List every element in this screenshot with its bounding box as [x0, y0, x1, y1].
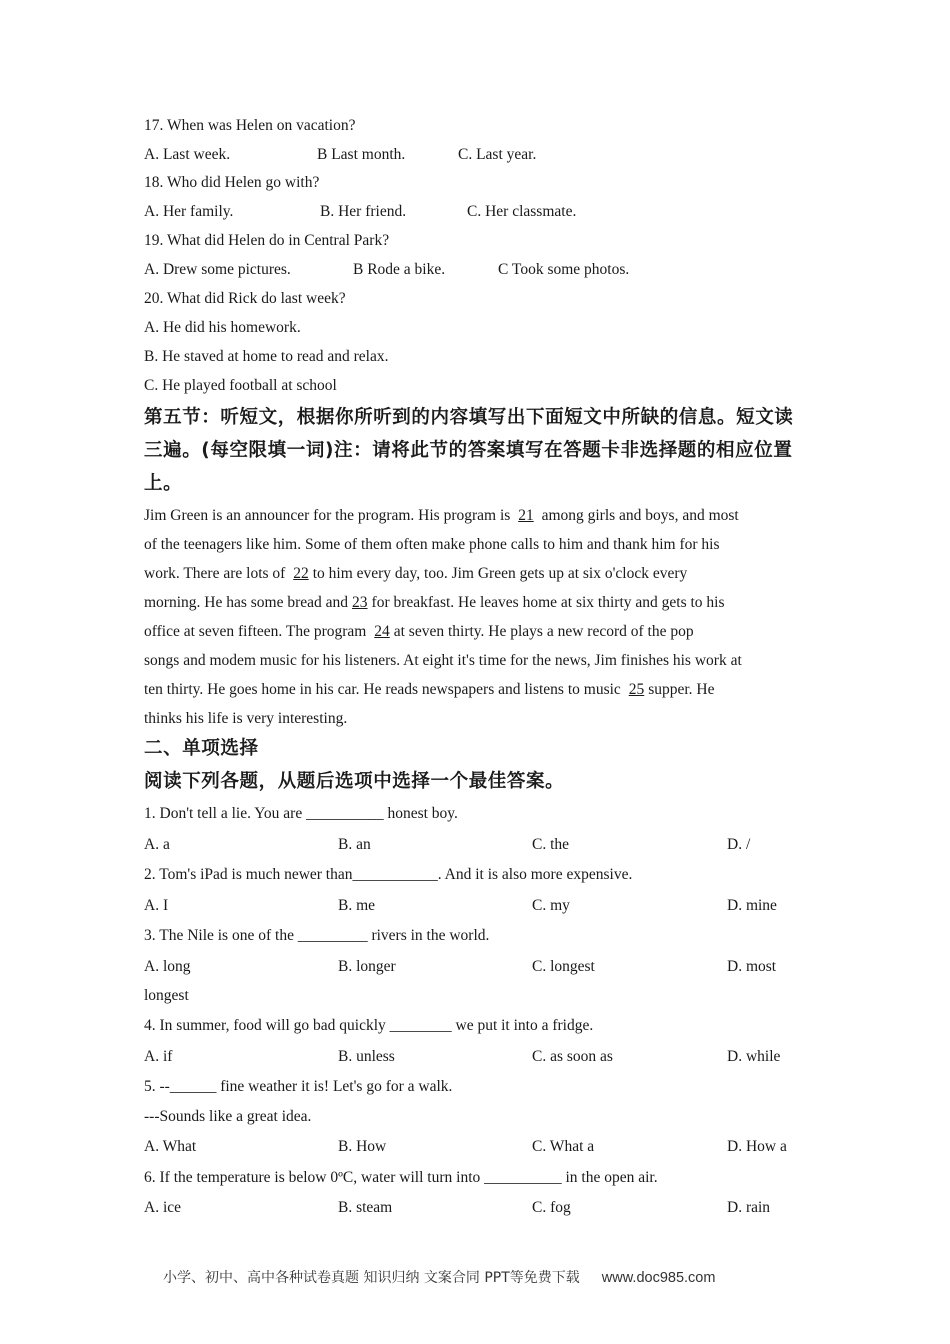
- mc-question-5-reply: ---Sounds like a great idea.: [144, 1108, 312, 1125]
- mc2-option-c: C. my: [532, 897, 570, 914]
- mc3-option-d-wrap: longest: [144, 987, 189, 1004]
- mc-question-6: 6. If the temperature is below 0ºC, water will turn into __________ in the open air.: [144, 1169, 658, 1186]
- part2-title: 二、单项选择: [144, 738, 259, 759]
- q17-option-c: C. Last year.: [458, 146, 537, 163]
- passage-line-8: thinks his life is very interesting.: [144, 710, 348, 727]
- mc2-option-b: B. me: [338, 897, 376, 914]
- mc4-option-a: A. if: [144, 1048, 173, 1065]
- mc-question-5: 5. --______ fine weather it is! Let's go for a walk.: [144, 1078, 453, 1095]
- q17-option-b: B Last month.: [317, 146, 406, 163]
- mc2-option-d: D. mine: [727, 897, 777, 914]
- section5-heading-line2: 三遍。(每空限填一词)注：请将此节的答案填写在答题卡非选择题的相应位置: [144, 440, 793, 461]
- passage-line-6: songs and modem music for his listeners. At eight it's time for the news, Jim finishes his work at: [144, 652, 742, 669]
- mc5-option-b: B. How: [338, 1138, 387, 1155]
- mc3-option-d: D. most: [727, 958, 777, 975]
- section5-heading-line3: 上。: [144, 473, 183, 494]
- blank-23: 23: [352, 594, 368, 611]
- mc3-option-a: A. long: [144, 958, 191, 975]
- blank-25: 25: [628, 681, 645, 698]
- page-footer: [163, 1267, 715, 1287]
- q18-option-a: A. Her family.: [144, 203, 234, 220]
- footer-url[interactable]: www.doc985.com: [601, 1270, 716, 1286]
- blank-24: 24: [374, 623, 390, 640]
- mc5-option-c: C. What a: [532, 1138, 595, 1155]
- mc4-option-c: C. as soon as: [532, 1048, 613, 1065]
- question-20: 20. What did Rick do last week?: [144, 290, 346, 307]
- passage-line-4: morning. He has some bread and 23 for breakfast. He leaves home at six thirty and gets to his: [144, 594, 725, 611]
- mc5-option-a: A. What: [144, 1138, 197, 1155]
- mc6-option-c: C. fog: [532, 1199, 571, 1216]
- mc3-option-b: B. longer: [338, 958, 396, 975]
- q17-option-a: A. Last week.: [144, 146, 231, 163]
- q20-option-c: C. He played football at school: [144, 377, 337, 394]
- q18-option-c: C. Her classmate.: [467, 203, 577, 220]
- question-18: 18. Who did Helen go with?: [144, 174, 320, 191]
- mc3-option-c: C. longest: [532, 958, 595, 975]
- question-17: 17. When was Helen on vacation?: [144, 117, 356, 134]
- blank-21: 21: [518, 507, 534, 524]
- part2-instruction: 阅读下列各题，从题后选项中选择一个最佳答案。: [144, 771, 565, 792]
- mc-question-1: 1. Don't tell a lie. You are __________ honest boy.: [144, 805, 458, 822]
- blank-22: 22: [293, 565, 309, 582]
- q18-option-b: B. Her friend.: [320, 203, 407, 220]
- mc-question-4: 4. In summer, food will go bad quickly ________ we put it into a fridge.: [144, 1017, 594, 1034]
- q19-option-a: A. Drew some pictures.: [144, 261, 291, 278]
- footer-text: 小学、初中、高中各种试卷真题 知识归纳 文案合同 PPT等免费下载: [163, 1270, 580, 1286]
- mc1-option-c: C. the: [532, 836, 570, 853]
- question-19: 19. What did Helen do in Central Park?: [144, 232, 390, 249]
- mc1-option-d: D. /: [727, 836, 751, 853]
- mc1-option-a: A. a: [144, 836, 170, 853]
- passage-line-3: work. There are lots of 22 to him every day, too. Jim Green gets up at six o'clock every: [144, 565, 688, 582]
- mc4-option-b: B. unless: [338, 1048, 395, 1065]
- q19-option-b: B Rode a bike.: [353, 261, 446, 278]
- mc4-option-d: D. while: [727, 1048, 781, 1065]
- passage-line-1: Jim Green is an announcer for the program. His program is 21 among girls and boys, and most: [144, 507, 739, 524]
- passage-line-2: of the teenagers like him. Some of them often make phone calls to him and thank him for his: [144, 536, 720, 553]
- passage-line-7: ten thirty. He goes home in his car. He reads newspapers and listens to music 25 supper. He: [144, 681, 715, 698]
- q20-option-a: A. He did his homework.: [144, 319, 301, 336]
- mc6-option-d: D. rain: [727, 1199, 771, 1216]
- mc6-option-a: A. ice: [144, 1199, 182, 1216]
- mc5-option-d: D. How a: [727, 1138, 787, 1155]
- passage-line-5: office at seven fifteen. The program 24 at seven thirty. He plays a new record of the pop: [144, 623, 694, 640]
- section5-heading-line1: 第五节：听短文，根据你所听到的内容填写出下面短文中所缺的信息。短文读: [144, 407, 794, 428]
- mc-question-2: 2. Tom's iPad is much newer than___________. And it is also more expensive.: [144, 866, 633, 883]
- mc6-option-b: B. steam: [338, 1199, 393, 1216]
- q19-option-c: C Took some photos.: [498, 261, 630, 278]
- mc1-option-b: B. an: [338, 836, 371, 853]
- mc2-option-a: A. I: [144, 897, 169, 914]
- mc-question-3: 3. The Nile is one of the _________ rivers in the world.: [144, 927, 490, 944]
- q20-option-b: B. He staved at home to read and relax.: [144, 348, 389, 365]
